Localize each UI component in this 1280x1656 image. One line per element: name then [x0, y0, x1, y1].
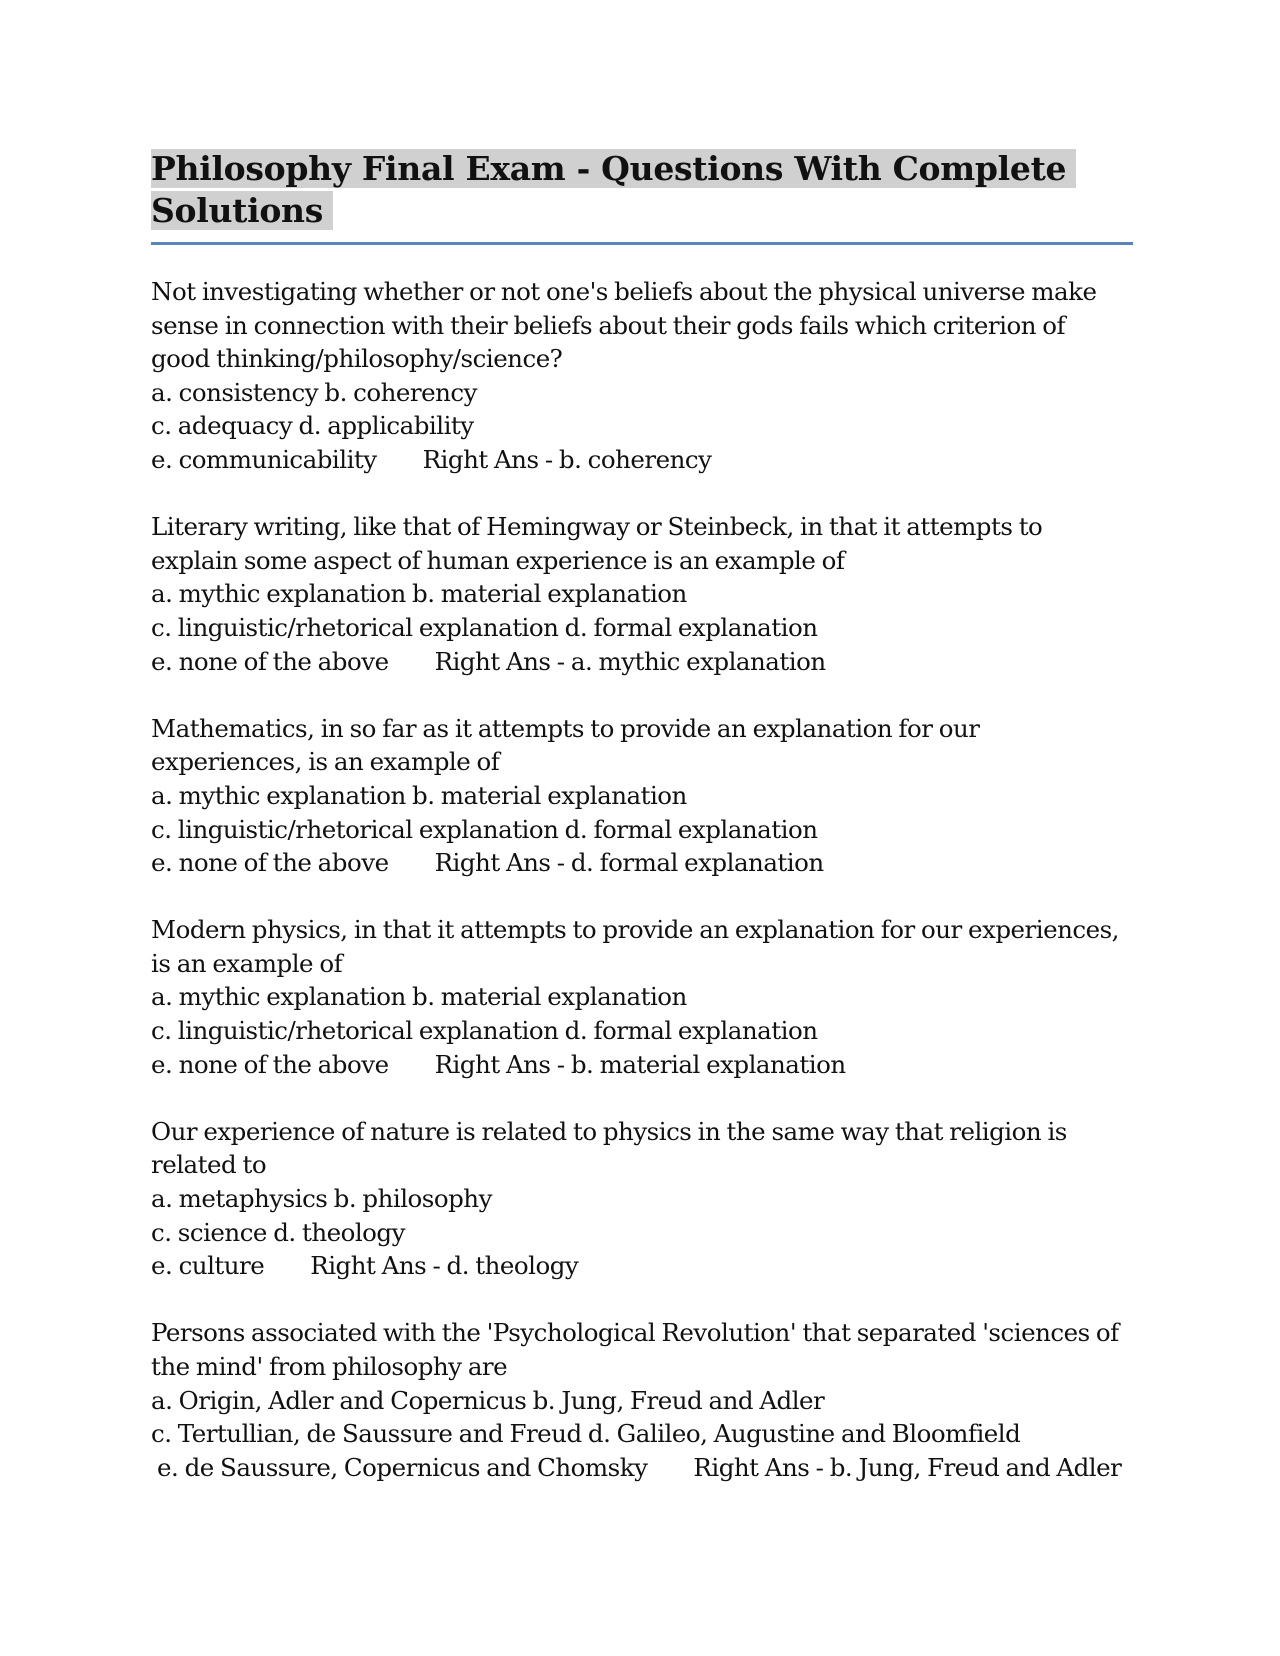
- question-options-line: c. linguistic/rhetorical explanation d. formal explanation: [151, 814, 818, 844]
- question-options-line: c. linguistic/rhetorical explanation d. formal explanation: [151, 1016, 818, 1046]
- last-option: e. none of the above: [151, 646, 389, 676]
- question-answer-line: [151, 443, 1133, 477]
- question-options-line: a. mythic explanation b. material explanation: [151, 780, 687, 810]
- document-page: [151, 148, 1133, 1484]
- question-options-line: a. mythic explanation b. material explanation: [151, 579, 687, 609]
- right-answer: Right Ans - b. Jung, Freud and Adler: [693, 1452, 1122, 1482]
- right-answer: Right Ans - b. material explanation: [434, 1049, 846, 1079]
- last-option: e. communicability: [151, 444, 377, 474]
- question-answer-line: [151, 1048, 1133, 1082]
- question-6: [151, 1316, 1133, 1484]
- last-option: e. culture: [151, 1251, 265, 1281]
- question-prompt-line: Mathematics, in so far as it attempts to provide an explanation for our: [151, 713, 980, 743]
- document-title: [151, 148, 1133, 232]
- question-answer-line: [151, 1451, 1133, 1485]
- question-options-line: a. Origin, Adler and Copernicus b. Jung, Freud and Adler: [151, 1385, 825, 1415]
- document-title-text: Philosophy Final Exam - Questions With Complete Solutions: [151, 149, 1076, 230]
- question-options-line: a. mythic explanation b. material explanation: [151, 982, 687, 1012]
- question-prompt-line: the mind' from philosophy are: [151, 1352, 508, 1381]
- question-prompt-line: is an example of: [151, 948, 343, 978]
- question-2: [151, 510, 1133, 678]
- question-4: [151, 913, 1133, 1081]
- title-divider: [151, 242, 1133, 245]
- last-option: e. none of the above: [151, 1049, 389, 1079]
- right-answer: Right Ans - d. formal explanation: [434, 848, 824, 878]
- question-options-line: c. linguistic/rhetorical explanation d. formal explanation: [151, 612, 818, 642]
- question-prompt-line: good thinking/philosophy/science?: [151, 344, 563, 374]
- question-options-line: c. science d. theology: [151, 1217, 405, 1247]
- question-5: [151, 1115, 1133, 1283]
- question-prompt-line: Literary writing, like that of Hemingway or Steinbeck, in that it attempts to: [151, 512, 1043, 542]
- last-option: e. none of the above: [151, 848, 389, 878]
- question-prompt-line: Not investigating whether or not one's beliefs about the physical universe make: [151, 277, 1097, 306]
- question-prompt-line: Modern physics, in that it attempts to provide an explanation for our experiences,: [151, 915, 1119, 945]
- question-options-line: c. adequacy d. applicability: [151, 411, 474, 441]
- right-answer: Right Ans - b. coherency: [422, 444, 712, 474]
- question-answer-line: [151, 1249, 1133, 1283]
- question-1: [151, 275, 1133, 477]
- question-prompt-line: related to: [151, 1150, 267, 1180]
- right-answer: Right Ans - a. mythic explanation: [434, 646, 826, 676]
- question-answer-line: [151, 846, 1133, 880]
- question-options-line: a. consistency b. coherency: [151, 377, 477, 407]
- question-prompt-line: Persons associated with the 'Psychological Revolution' that separated 'sciences of: [151, 1318, 1119, 1348]
- question-prompt-line: explain some aspect of human experience is an example of: [151, 545, 845, 575]
- right-answer: Right Ans - d. theology: [310, 1251, 579, 1281]
- question-prompt-line: sense in connection with their beliefs about their gods fails which criterion of: [151, 310, 1066, 340]
- question-answer-line: [151, 645, 1133, 679]
- question-prompt-line: Our experience of nature is related to physics in the same way that religion is: [151, 1116, 1067, 1146]
- last-option: e. de Saussure, Copernicus and Chomsky: [157, 1452, 648, 1482]
- question-options-line: c. Tertullian, de Saussure and Freud d. Galileo, Augustine and Bloomfield: [151, 1419, 1021, 1449]
- question-3: [151, 712, 1133, 880]
- question-options-line: a. metaphysics b. philosophy: [151, 1184, 492, 1214]
- question-prompt-line: experiences, is an example of: [151, 747, 500, 777]
